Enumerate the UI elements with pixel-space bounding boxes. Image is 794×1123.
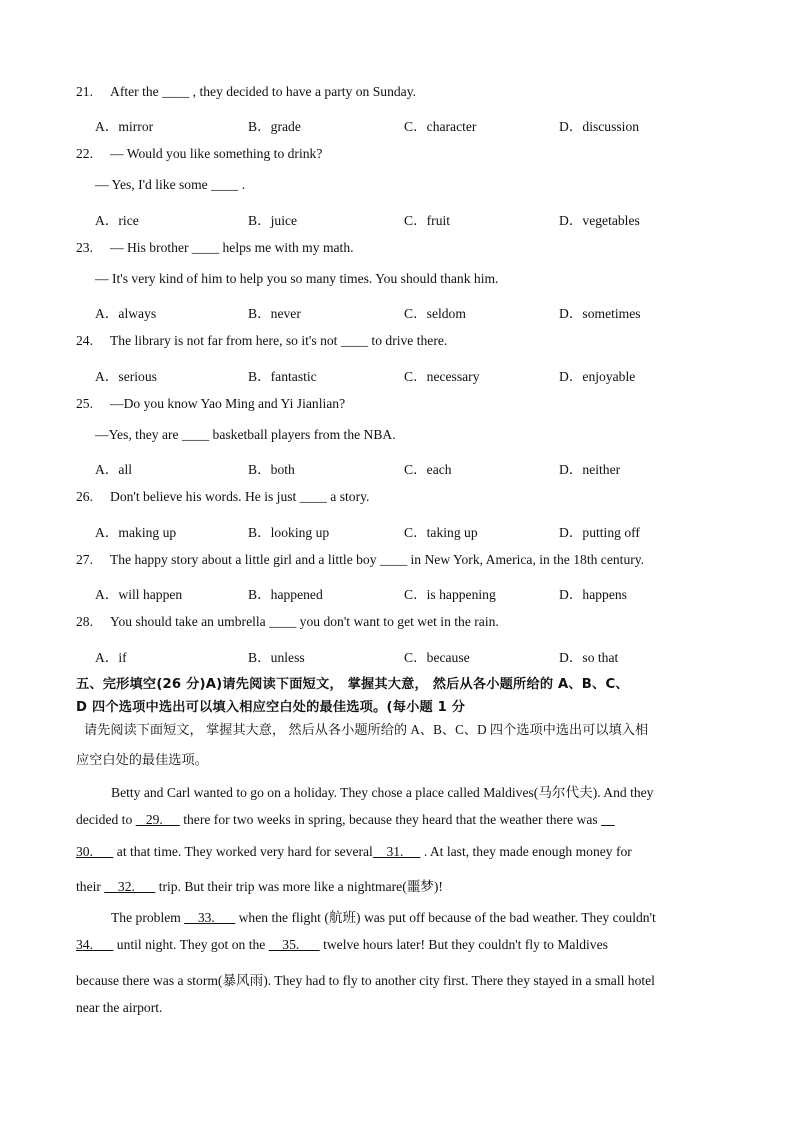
instruction-line-2: 应空白处的最佳选项。 (76, 752, 208, 767)
option-a: A．if (95, 650, 127, 665)
option-b: B．looking up (248, 525, 330, 540)
option-d: D．enjoyable (559, 369, 636, 384)
passage-text: when the flight (航班) was put off because of the bad weather. They couldn't (235, 910, 656, 925)
passage-text: their (76, 879, 105, 894)
passage-line-1: Betty and Carl wanted to go on a holiday. They chose a place called Maldives(马尔代夫). And they (111, 785, 654, 800)
option-d: D．happens (559, 587, 627, 602)
passage-line-4 (76, 875, 443, 895)
passage-line-5 (111, 906, 656, 926)
blank-31: 31. (372, 844, 421, 859)
option-b: B．never (248, 306, 301, 321)
passage-line-8: near the airport. (76, 1000, 163, 1015)
option-d: D．discussion (559, 119, 640, 134)
blank-30: 30. (76, 844, 114, 859)
passage-text: The problem (111, 910, 185, 925)
question-27 (76, 552, 644, 568)
section-heading-line-1: 五、完形填空(26 分)A)请先阅读下面短文， 掌握其大意， 然后从各小题所给的 A、B、C、 (76, 677, 629, 692)
blank-35: 35. (268, 937, 320, 952)
question-25-reply: —Yes, they are ____ basketball players from the NBA. (95, 427, 396, 442)
option-b: B．both (248, 462, 295, 477)
passage-text: until night. They got on the (113, 937, 269, 952)
blank-30-start (601, 812, 615, 827)
question-24 (76, 333, 447, 349)
option-d: D．so that (559, 650, 619, 665)
passage-text: there for two weeks in spring, because they heard that the weather there was (179, 812, 602, 827)
passage-line-7: because there was a storm(暴风雨). They had to fly to another city first. There they stayed in a small hotel (76, 973, 655, 988)
option-a: A．all (95, 462, 132, 477)
option-a: A．making up (95, 525, 177, 540)
question-stem: You should take an umbrella ____ you don't want to get wet in the rain. (110, 614, 499, 629)
question-stem: —Do you know Yao Ming and Yi Jianlian? (110, 396, 346, 411)
question-stem: After the ____ , they decided to have a party on Sunday. (110, 84, 417, 99)
option-a: A．will happen (95, 587, 183, 602)
option-c: C．because (404, 650, 470, 665)
question-number: 27. (76, 552, 93, 567)
section-heading-line-2: D 四个选项中选出可以填入相应空白处的最佳选项。(每小题 1 分 (76, 700, 466, 715)
option-d: D．vegetables (559, 213, 640, 228)
option-b: B．fantastic (248, 369, 317, 384)
option-c: C．each (404, 462, 452, 477)
option-b: B．grade (248, 119, 301, 134)
passage-text: trip. But their trip was more like a nightmare(噩梦)! (155, 879, 443, 894)
blank-33: 33. (184, 910, 236, 925)
question-number: 25. (76, 396, 93, 411)
passage-text: twelve hours later! But they couldn't fly to Maldives (319, 937, 608, 952)
question-stem: The library is not far from here, so it's not ____ to drive there. (110, 333, 448, 348)
blank-29: 29. (135, 812, 180, 827)
passage-line-3 (76, 844, 632, 860)
question-26 (76, 489, 369, 505)
option-d: D．neither (559, 462, 621, 477)
question-28 (76, 614, 499, 630)
passage-text: decided to (76, 812, 136, 827)
blank-34: 34. (76, 937, 114, 952)
passage-text: at that time. They worked very hard for several (113, 844, 373, 859)
option-a: A．always (95, 306, 157, 321)
passage-line-2 (76, 812, 615, 828)
passage-line-6 (76, 937, 608, 953)
question-stem: The happy story about a little girl and a little boy ____ in New York, America, in the 18th century. (110, 552, 645, 567)
option-b: B．unless (248, 650, 305, 665)
question-22-reply: — Yes, I'd like some ____ . (95, 177, 246, 192)
question-stem: — His brother ____ helps me with my math. (110, 240, 354, 255)
question-stem: — Would you like something to drink? (110, 146, 323, 161)
passage-text: . At last, they made enough money for (420, 844, 632, 859)
question-number: 28. (76, 614, 93, 629)
option-a: A．rice (95, 213, 139, 228)
option-c: C．seldom (404, 306, 466, 321)
question-23 (76, 240, 354, 256)
option-c: C．necessary (404, 369, 480, 384)
option-c: C．taking up (404, 525, 478, 540)
option-d: D．putting off (559, 525, 640, 540)
question-number: 21. (76, 84, 93, 99)
question-25 (76, 396, 345, 412)
option-b: B．happened (248, 587, 323, 602)
option-a: A．mirror (95, 119, 154, 134)
option-b: B．juice (248, 213, 298, 228)
question-stem: Don't believe his words. He is just ____ a story. (110, 489, 370, 504)
question-21 (76, 84, 416, 100)
question-number: 26. (76, 489, 93, 504)
question-23-reply: — It's very kind of him to help you so many times. You should thank him. (95, 271, 499, 286)
option-c: C．is happening (404, 587, 496, 602)
option-d: D．sometimes (559, 306, 641, 321)
option-c: C．character (404, 119, 477, 134)
option-a: A．serious (95, 369, 157, 384)
question-number: 24. (76, 333, 93, 348)
option-c: C．fruit (404, 213, 451, 228)
blank-32: 32. (104, 879, 156, 894)
question-number: 22. (76, 146, 93, 161)
instruction-line-1: 请先阅读下面短文， 掌握其大意， 然后从各小题所给的 A、B、C、D 四个选项中选出可以填入相 (84, 722, 649, 737)
question-22 (76, 146, 322, 162)
question-number: 23. (76, 240, 93, 255)
